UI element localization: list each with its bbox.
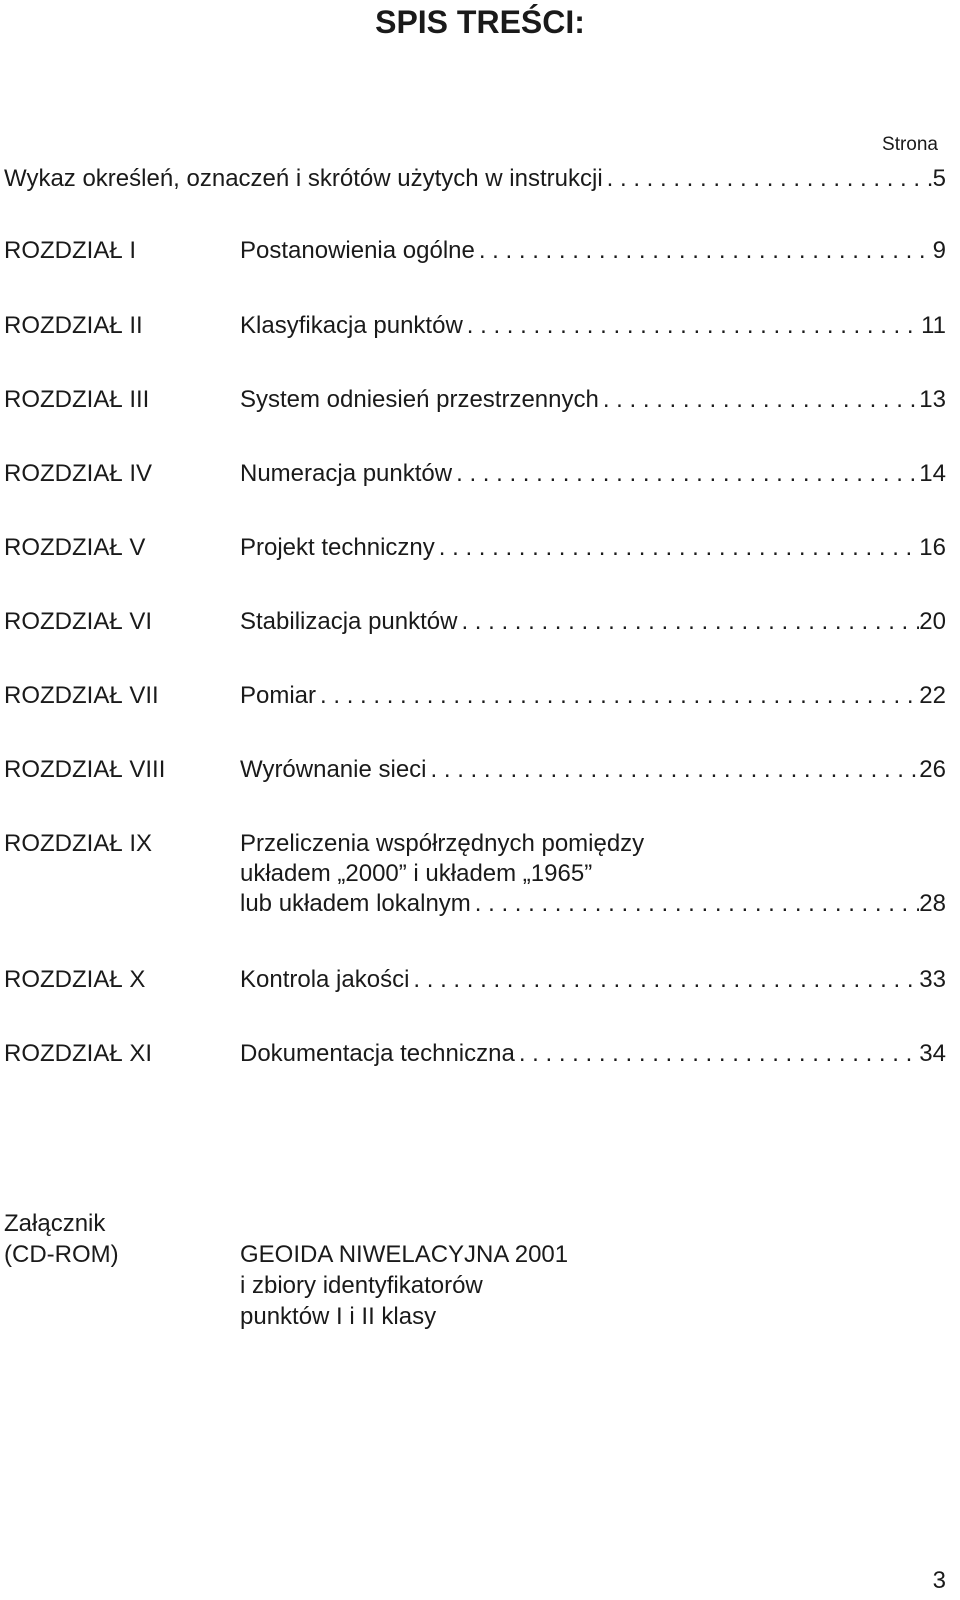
toc-entry-chapter[interactable] bbox=[4, 385, 946, 415]
chapter-title: Numeracja punktów bbox=[240, 460, 453, 487]
chapter-title-line: Przeliczenia współrzędnych pomiędzy bbox=[240, 830, 645, 857]
toc-entry-chapter[interactable] bbox=[4, 681, 946, 711]
toc-entry-chapter[interactable] bbox=[4, 829, 946, 919]
leader-dots bbox=[431, 755, 920, 785]
chapter-label: ROZDZIAŁ IX bbox=[4, 830, 153, 857]
leader-dots bbox=[461, 607, 919, 637]
chapter-title: System odniesień przestrzennych bbox=[240, 386, 599, 413]
chapter-label: ROZDZIAŁ X bbox=[4, 966, 146, 993]
chapter-title: Projekt techniczny bbox=[240, 534, 435, 561]
annex-body-line: punktów I i II klasy bbox=[240, 1303, 437, 1330]
chapter-title: Kontrola jakości bbox=[240, 966, 410, 993]
chapter-page: 34 bbox=[919, 1040, 946, 1067]
chapter-label: ROZDZIAŁ V bbox=[4, 534, 146, 561]
chapter-page: 22 bbox=[919, 682, 946, 709]
annex-body-line: GEOIDA NIWELACYJNA 2001 bbox=[240, 1241, 569, 1268]
chapter-title: Dokumentacja techniczna bbox=[240, 1040, 515, 1067]
chapter-body bbox=[240, 459, 946, 489]
chapter-body bbox=[240, 311, 946, 341]
toc-entry-title: Wykaz określeń, oznaczeń i skrótów użytych w instrukcji bbox=[4, 165, 603, 192]
chapter-page: 11 bbox=[921, 312, 946, 339]
annex-body-line: i zbiory identyfikatorów bbox=[240, 1272, 483, 1299]
chapter-body bbox=[240, 965, 946, 995]
chapter-label: ROZDZIAŁ III bbox=[4, 386, 150, 413]
annex-label bbox=[4, 1208, 240, 1270]
annex-body bbox=[240, 1239, 940, 1332]
toc-entry-chapter[interactable] bbox=[4, 236, 946, 266]
annex-label-line: (CD-ROM) bbox=[4, 1241, 119, 1268]
chapter-page: 9 bbox=[932, 237, 946, 264]
toc-entry-chapter[interactable] bbox=[4, 607, 946, 637]
leader-dots bbox=[467, 311, 921, 341]
toc-entry-chapter[interactable] bbox=[4, 459, 946, 489]
chapter-label: ROZDZIAŁ VII bbox=[4, 682, 159, 709]
chapter-page: 28 bbox=[919, 890, 946, 917]
chapter-title: Pomiar bbox=[240, 682, 317, 709]
chapter-title: Klasyfikacja punktów bbox=[240, 312, 463, 339]
chapter-page: 13 bbox=[919, 386, 946, 413]
chapter-label: ROZDZIAŁ II bbox=[4, 312, 143, 339]
chapter-body bbox=[240, 533, 946, 563]
chapter-label: ROZDZIAŁ VIII bbox=[4, 756, 166, 783]
toc-entry-chapter[interactable] bbox=[4, 965, 946, 995]
page-column-header: Strona bbox=[882, 134, 938, 155]
chapter-label: ROZDZIAŁ XI bbox=[4, 1040, 153, 1067]
chapter-page: 33 bbox=[919, 966, 946, 993]
chapter-page: 20 bbox=[919, 608, 946, 635]
page-title: SPIS TREŚCI: bbox=[375, 4, 585, 40]
leader-dots bbox=[607, 164, 933, 194]
toc-entry-chapter[interactable] bbox=[4, 755, 946, 785]
chapter-body bbox=[240, 829, 946, 919]
chapter-body bbox=[240, 1039, 946, 1069]
chapter-body bbox=[240, 607, 946, 637]
chapter-page: 16 bbox=[919, 534, 946, 561]
toc-entry-chapter[interactable] bbox=[4, 1039, 946, 1069]
leader-dots bbox=[413, 965, 919, 995]
chapter-title-line: układem „2000” i układem „1965” bbox=[240, 860, 593, 887]
annex-label-line: Załącznik bbox=[4, 1210, 106, 1237]
page-number: 3 bbox=[932, 1567, 946, 1594]
toc-entry-chapter[interactable] bbox=[4, 533, 946, 563]
leader-dots bbox=[456, 459, 919, 489]
chapter-label: ROZDZIAŁ VI bbox=[4, 608, 153, 635]
chapter-label: ROZDZIAŁ IV bbox=[4, 460, 153, 487]
chapter-body bbox=[240, 385, 946, 415]
toc-entry-chapter[interactable] bbox=[4, 311, 946, 341]
chapter-title: Postanowienia ogólne bbox=[240, 237, 475, 264]
chapter-page: 14 bbox=[919, 460, 946, 487]
chapter-body bbox=[240, 236, 946, 266]
chapter-title: lub układem lokalnym bbox=[240, 890, 471, 917]
leader-dots bbox=[439, 533, 920, 563]
chapter-body bbox=[240, 681, 946, 711]
chapter-body bbox=[240, 755, 946, 785]
leader-dots bbox=[475, 889, 920, 919]
chapter-title: Stabilizacja punktów bbox=[240, 608, 458, 635]
chapter-title: Wyrównanie sieci bbox=[240, 756, 427, 783]
leader-dots bbox=[479, 236, 933, 266]
leader-dots bbox=[320, 681, 919, 711]
chapter-label: ROZDZIAŁ I bbox=[4, 237, 137, 264]
chapter-page: 26 bbox=[919, 756, 946, 783]
toc-entry-page: 5 bbox=[932, 165, 946, 192]
toc-entry-intro[interactable] bbox=[4, 164, 946, 194]
leader-dots bbox=[603, 385, 919, 415]
leader-dots bbox=[519, 1039, 919, 1069]
